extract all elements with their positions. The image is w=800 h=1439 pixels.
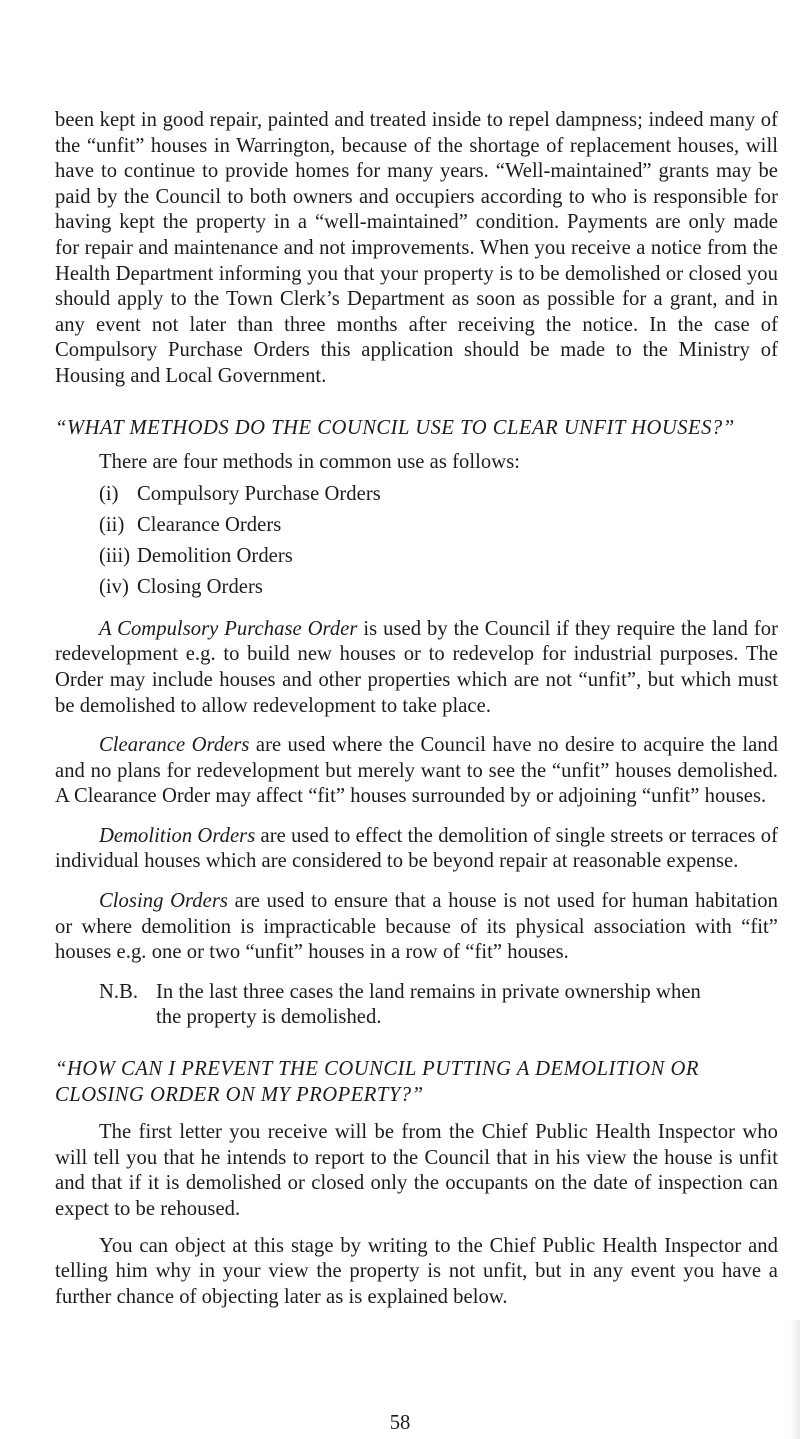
list-item-number: (i) [99,482,119,505]
paragraph-text: are used where the Council have no desire to acquire the land and no plans for redevelopment but merely want to see the “unfit” houses demolished. A Clearance Order may affect “fit” houses surrounded by or adjoining “unfit” houses. [55,734,778,808]
methods-heading: “WHAT METHODS DO THE COUNCIL USE TO CLEAR UNFIT HOUSES?” [55,416,735,439]
nota-bene-note [55,980,778,1031]
methods-list [55,479,778,603]
list-item-number: (iii) [99,544,131,567]
list-item-label: Compulsory Purchase Orders [137,482,381,505]
objection-paragraph: You can object at this stage by writing to the Chief Public Health Inspector and telling him why in your view the property is not unfit, but in any event you have a further chance of objecting later as is explained below. [55,1234,778,1308]
paragraph-text: are used to ensure that a house is not used for human habitation or where demolition is impracticable because of its physical association with “fit” houses e.g. one or two “unfit” houses in a row of “fit” houses. [55,890,778,964]
page-number: 58 [389,1412,411,1434]
nota-bene-text: In the last three cases the land remains in private ownership when the property is demolished. [156,980,701,1029]
first-letter-paragraph: The first letter you receive will be from the Chief Public Health Inspector who will tell you that he intends to report to the Council that in his view the house is unfit and that if it is demolished or closed only the occupants on the date of inspection can expect to be rehoused. [55,1121,778,1220]
compulsory-purchase-paragraph [55,617,778,719]
paragraph-text: are used to effect the demolition of single streets or terraces of individual houses which are considered to be beyond repair at reasonable expense. [55,824,778,873]
paragraph-term: A Compulsory Purchase Order [99,617,358,640]
opening-paragraph: been kept in good repair, painted and treated inside to repel dampness; indeed many of the “unfit” houses in Warrington, because of the shortage of replacement houses, will have to continue to provide homes for many years. “Well-maintained” grants may be paid by the Council to both owners and occupiers according to who is responsible for having kept the property in a “well-maintained” condition. Payments are only made for repair and maintenance and not improvements. When you receive a notice from the Health Department informing you that your property is to be demolished or closed you should apply to the Town Clerk’s Department as soon as possible for a grant, and in any event not later than three months after receiving the notice. In the case of Compulsory Purchase Orders this application should be made to the Ministry of Housing and Local Government. [55,109,778,387]
scan-edge-shadow [790,1320,800,1439]
demolition-orders-paragraph [55,824,778,875]
list-item-label: Clearance Orders [137,513,282,536]
list-item-number: (ii) [99,513,125,536]
closing-orders-paragraph [55,889,778,966]
prevent-order-heading: “HOW CAN I PREVENT THE COUNCIL PUTTING A DEMOLITION OR CLOSING ORDER ON MY PROPERTY?” [55,1058,699,1106]
list-item [99,510,778,541]
clearance-orders-paragraph [55,733,778,810]
paragraph-term: Closing Orders [99,890,228,913]
list-item-label: Closing Orders [137,575,263,598]
list-item-number: (iv) [99,575,129,598]
paragraph-text: is used by the Council if they require the land for redevelopment e.g. to build new houses or to redevelop for industrial purposes. The Order may include houses and other properties which are not “unfit”, but which must be demolished to allow redevelopment to take place. [55,617,778,717]
list-item [99,541,778,572]
list-item [99,479,778,510]
list-item-label: Demolition Orders [137,544,293,567]
paragraph-term: Clearance Orders [99,734,250,757]
paragraph-term: Demolition Orders [99,824,256,847]
text-column [55,108,778,1310]
list-item [99,572,778,603]
nota-bene-label: N.B. [99,980,139,1003]
methods-intro: There are four methods in common use as follows: [99,451,521,474]
